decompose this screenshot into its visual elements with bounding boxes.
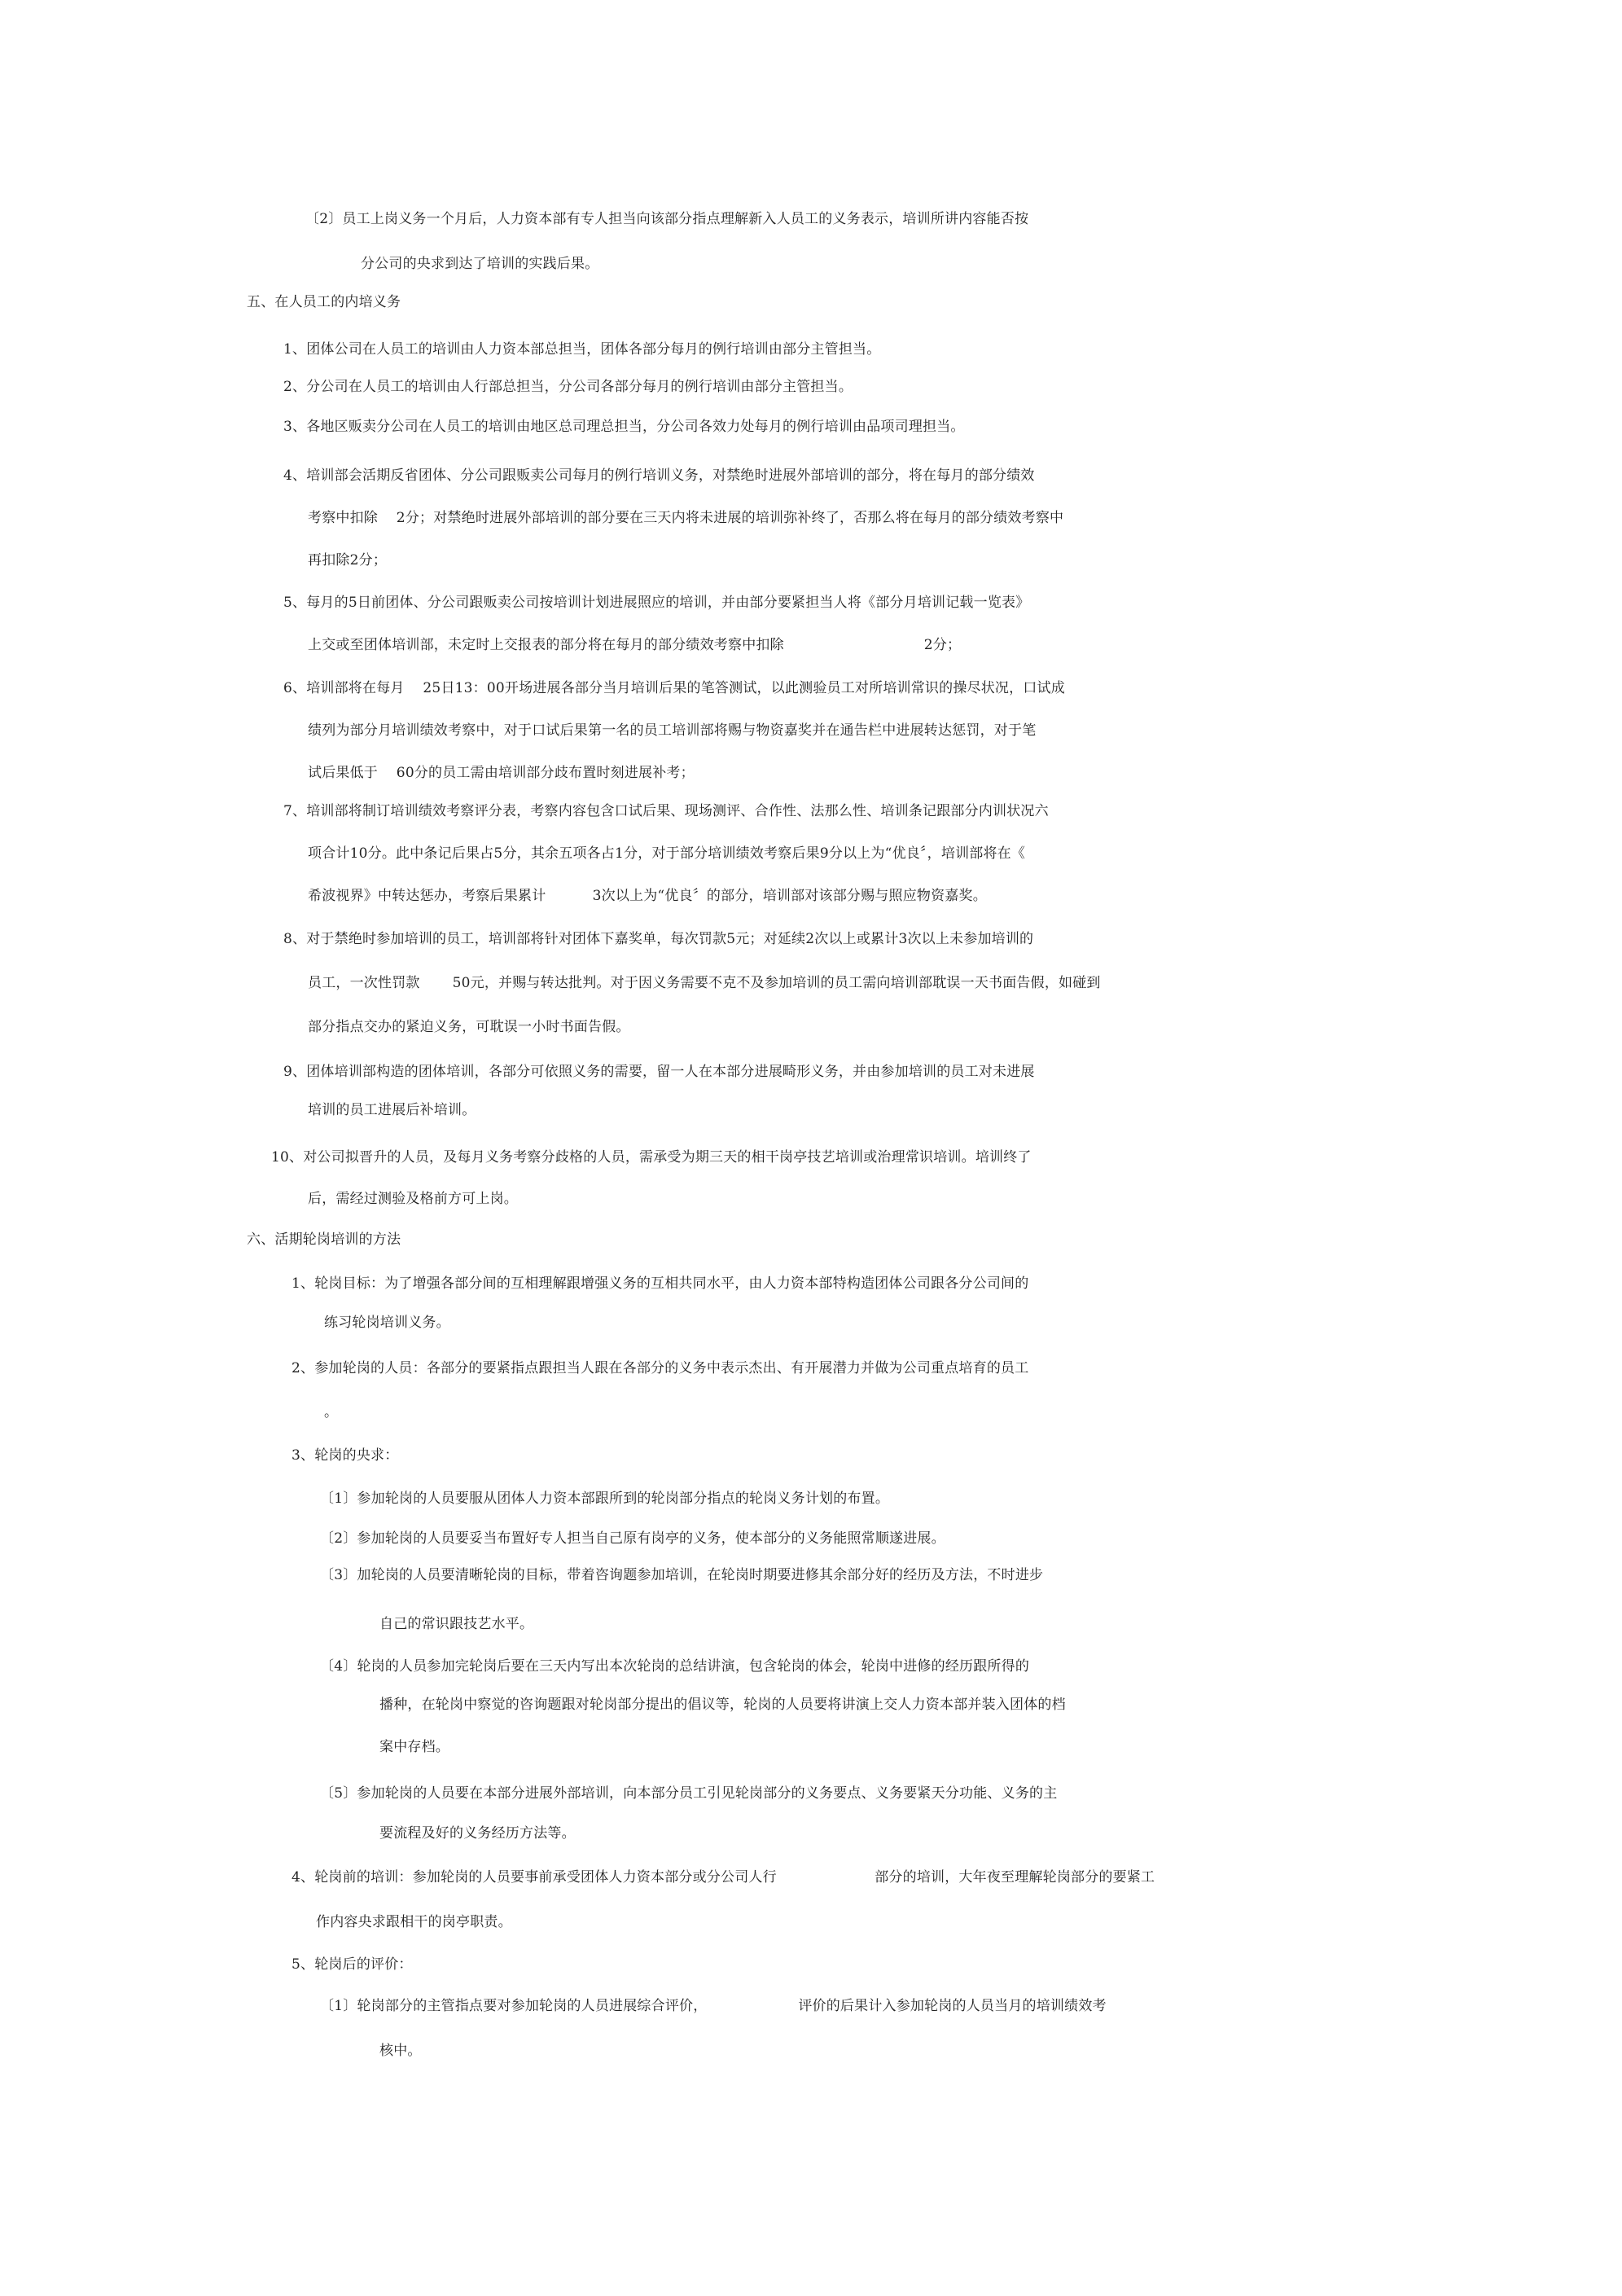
text-line-rot5-sub1-a: 〔1〕轮岗部分的主管指点要对参加轮岗的人员进展综合评价， 评价的后果计入参加轮岗的人员当月的培训绩效考 [320,1998,1107,2014]
text-line-item4-c: 再扣除2分； [308,552,388,569]
text-line-rot5: 5、轮岗后的评价： [292,1956,413,1973]
text-line-sub2-a: 〔2〕员工上岗义务一个月后，人力资本部有专人担当向该部分指点理解新入人员工的义务表示，培训所讲内容能否按 [305,211,1029,227]
text-line-item9-a: 9、团体培训部构造的团体培训，各部分可依照义务的需要，留一人在本部分进展畸形义务，并由参加培训的员工对未进展 [283,1064,1035,1080]
text-line-sub2-b: 分公司的央求到达了培训的实践后果。 [361,256,599,272]
text-line-rot5-sub1-b: 核中。 [379,2043,422,2059]
text-line-item9-b: 培训的员工进展后补培训。 [308,1102,476,1118]
text-line-rot3: 3、轮岗的央求： [292,1447,399,1464]
text-line-item1: 1、团体公司在人员工的培训由人力资本部总担当，团体各部分每月的例行培训由部分主管担当。 [283,341,881,358]
text-line-rot3-sub4-a: 〔4〕轮岗的人员参加完轮岗后要在三天内写出本次轮岗的总结讲演，包含轮岗的体会，轮岗中进修的经历跟所得的 [320,1658,1030,1675]
text-line-rot3-sub5-b: 要流程及好的义务经历方法等。 [379,1825,576,1842]
text-line-rot1-a: 1、轮岗目标：为了增强各部分间的互相理解跟增强义务的互相共同水平，由人力资本部特构造团体公司跟各分公司间的 [292,1275,1029,1292]
text-line-item4-a: 4、培训部会活期反省团体、分公司跟贩卖公司每月的例行培训义务，对禁绝时进展外部培训的部分，将在每月的部分绩效 [283,468,1035,484]
text-line-rot3-sub5-a: 〔5〕参加轮岗的人员要在本部分进展外部培训，向本部分员工引见轮岗部分的义务要点、义务要紧天分功能、义务的主 [320,1785,1058,1802]
text-line-item10-a: 10、对公司拟晋升的人员，及每月义务考察分歧格的人员，需承受为期三天的相干岗亭技艺培训或治理常识培训。培训终了 [271,1149,1032,1166]
text-line-item4-b: 考察中扣除 2分；对禁绝时进展外部培训的部分要在三天内将未进展的培训弥补终了，否那么将在每月的部分绩效考察中 [308,510,1064,526]
section-heading-6: 六、活期轮岗培训的方法 [247,1231,401,1248]
text-line-item2: 2、分公司在人员工的培训由人行部总担当，分公司各部分每月的例行培训由部分主管担当。 [283,379,853,395]
text-line-item5-a: 5、每月的5日前团体、分公司跟贩卖公司按培训计划进展照应的培训，并由部分要紧担当人将《部分月培训记载一览表》 [283,595,1030,611]
text-line-rot4-a: 4、轮岗前的培训：参加轮岗的人员要事前承受团体人力资本部分或分公司人行 部分的培训，大年夜至理解轮岗部分的要紧工 [292,1869,1155,1886]
text-line-item6-c: 试后果低于 60分的员工需由培训部分歧布置时刻进展补考； [308,765,695,781]
text-line-rot3-sub4-b: 播种，在轮岗中察觉的咨询题跟对轮岗部分提出的倡议等，轮岗的人员要将讲演上交人力资本部并装入团体的档 [379,1697,1066,1713]
text-line-item6-a: 6、培训部将在每月 25日13：00开场进展各部分当月培训后果的笔答测试，以此测验员工对所培训常识的操尽状况，口试成 [283,680,1065,696]
section-heading-5: 五、在人员工的内培义务 [247,294,401,310]
text-line-rot4-b: 作内容央求跟相干的岗亭职责。 [316,1914,512,1930]
text-line-rot3-sub1: 〔1〕参加轮岗的人员要服从团体人力资本部跟所到的轮岗部分指点的轮岗义务计划的布置。 [320,1490,890,1507]
text-line-rot1-b: 练习轮岗培训义务。 [324,1315,450,1331]
text-line-rot3-sub2: 〔2〕参加轮岗的人员要妥当布置好专人担当自己原有岗亭的义务，使本部分的义务能照常顺遂进展。 [320,1530,945,1547]
text-line-rot3-sub3-b: 自己的常识跟技艺水平。 [379,1616,534,1632]
text-line-item3: 3、各地区贩卖分公司在人员工的培训由地区总司理总担当，分公司各效力处每月的例行培训由品项司理担当。 [283,419,965,435]
text-line-item5-b: 上交或至团体培训部，未定时上交报表的部分将在每月的部分绩效考察中扣除 2分； [308,637,962,653]
text-line-rot3-sub3-a: 〔3〕加轮岗的人员要清晰轮岗的目标，带着咨询题参加培训，在轮岗时期要进修其余部分好的经历及方法，不时进步 [320,1567,1044,1583]
text-line-rot3-sub4-c: 案中存档。 [379,1739,449,1755]
text-line-rot2-a: 2、参加轮岗的人员：各部分的要紧指点跟担当人跟在各部分的义务中表示杰出、有开展潜力并做为公司重点培育的员工 [292,1360,1029,1376]
text-line-item8-a: 8、对于禁绝时参加培训的员工，培训部将针对团体下嘉奖单，每次罚款5元；对延续2次以上或累计3次以上未参加培训的 [283,931,1034,947]
text-line-item7-b: 项合计10分。此中条记后果占5分，其余五项各占1分，对于部分培训绩效考察后果9分以上为“优良〞，培训部将在《 [308,845,1026,862]
text-line-item8-b: 员工，一次性罚款 50元，并赐与转达批判。对于因义务需要不克不及参加培训的员工需向培训部耽误一天书面告假，如碰到 [308,975,1101,991]
text-line-item10-b: 后，需经过测验及格前方可上岗。 [308,1191,518,1207]
text-line-item6-b: 绩列为部分月培训绩效考察中，对于口试后果第一名的员工培训部将赐与物资嘉奖并在通告栏中进展转达惩罚，对于笔 [308,722,1037,739]
text-line-rot2-b: 。 [324,1404,339,1420]
text-line-item8-c: 部分指点交办的紧迫义务，可耽误一小时书面告假。 [308,1019,630,1035]
text-line-item7-a: 7、培训部将制订培训绩效考察评分表，考察内容包含口试后果、现场测评、合作性、法那么性、培训条记跟部分内训状况六 [283,803,1049,819]
text-line-item7-c: 希波视界》中转达惩办，考察后果累计 3次以上为“优良〞的部分，培训部对该部分赐与照应物资嘉奖。 [308,888,987,904]
